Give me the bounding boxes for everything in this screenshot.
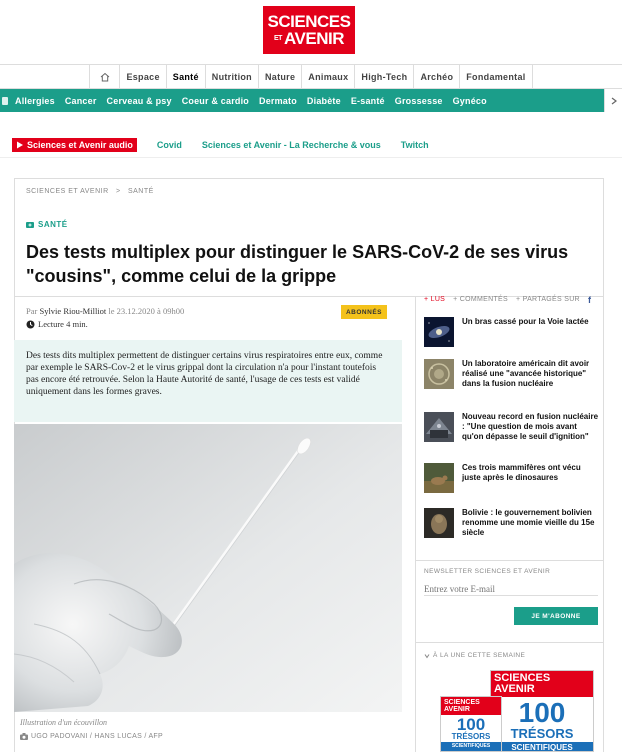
read-time-label: Lecture 4 min. [38, 319, 88, 329]
breadcrumb [26, 188, 154, 195]
read-time [26, 319, 88, 329]
audio-button[interactable] [12, 138, 137, 152]
subscribers-badge: ABONNÉS [341, 305, 387, 319]
tab-most-shared[interactable]: + PARTAGÉS SUR [516, 296, 580, 303]
subnav-cerveau-psy[interactable]: Cerveau & psy [106, 95, 172, 106]
mammal-thumbnail [424, 463, 454, 493]
article-lead: Des tests dits multiplex permettent de distinguer certains virus respiratoires entre eux, comme par exemple le SARS-Cov-2 et le virus grippal dont la circulation n'a pour l'instant toutefois pas encore été retrouvée. Selon la Haute Autorité de santé, l'usage de ces tests est validé uniquement dans les formes graves. [14, 340, 402, 422]
fusion-thumbnail [424, 412, 454, 442]
logo-avenir: AVENIR [284, 29, 344, 48]
tab-most-commented[interactable]: + COMMENTÉS [453, 296, 508, 303]
author-link[interactable]: Sylvie Riou-Milliot [39, 306, 107, 316]
column-divider [415, 296, 416, 752]
subnav-e-sante[interactable]: E-santé [350, 95, 385, 106]
health-icon [26, 221, 34, 229]
sidebar-item-title: Un laboratoire américain dit avoir réalisé une "avancée historique" dans la fusion nucléaire [462, 359, 590, 388]
mag-brand2: AVENIR [494, 683, 535, 695]
sidebar-item-2[interactable] [424, 412, 600, 442]
newsletter-email-input[interactable] [424, 582, 598, 596]
logo-line1: SCIENCES [267, 12, 351, 31]
nav-nature[interactable]: Nature [258, 65, 301, 88]
mag-small-brand: SCIENCES [444, 699, 480, 706]
breadcrumb-home[interactable]: SCIENCES ET AVENIR [26, 188, 109, 195]
sidebar-item-title: Nouveau record en fusion nucléaire : "Une question de mois avant qu'on dépasse le seuil d'ignition" [462, 412, 599, 441]
une-label-text: À LA UNE CETTE SEMAINE [433, 652, 526, 659]
photo-caption: Illustration d'un écouvillon [20, 718, 108, 727]
magazine-cover-tablet[interactable] [440, 696, 502, 752]
main-nav [0, 64, 622, 89]
article-rubric[interactable] [26, 220, 68, 229]
newsletter-subscribe-button[interactable]: JE M'ABONNE [514, 607, 598, 625]
sidebar-divider [416, 642, 604, 643]
subnav-gyneco[interactable]: Gynéco [452, 95, 487, 106]
nav-espace[interactable]: Espace [119, 65, 165, 88]
publish-date: le 23.12.2020 à 09h00 [108, 306, 185, 316]
nav-home[interactable] [89, 65, 119, 88]
mag-small-tresors: TRÉSORS [451, 732, 491, 741]
swab-illustration [14, 424, 402, 712]
nav-animaux[interactable]: Animaux [301, 65, 354, 88]
subnav-allergies[interactable]: Allergies [15, 95, 55, 106]
lab-thumbnail [424, 359, 454, 389]
subnav-dermato[interactable]: Dermato [259, 95, 297, 106]
sidebar-item-title: Bolivie : le gouvernement bolivien renomme une momie vieille du 15e siècle [462, 508, 595, 537]
sidebar-item-4[interactable] [424, 508, 600, 538]
tertiary-nav [0, 132, 622, 158]
nav-high-tech[interactable]: High-Tech [354, 65, 413, 88]
nav-nutrition[interactable]: Nutrition [205, 65, 258, 88]
sidebar-item-0[interactable] [424, 317, 600, 347]
facebook-icon[interactable]: f [588, 295, 591, 305]
breadcrumb-sep: > [116, 188, 121, 195]
mag-small-brand2: AVENIR [444, 706, 470, 713]
audio-label: Sciences et Avenir audio [27, 139, 133, 150]
sidebar-tabs [424, 296, 600, 303]
galaxy-thumbnail [424, 317, 454, 347]
home-icon [100, 72, 110, 82]
subnav-next-button[interactable] [604, 89, 622, 112]
article-photo [14, 424, 402, 712]
tab-most-read[interactable]: + LUS [424, 296, 446, 303]
credit-label: UGO PADOVANI / HANS LUCAS / AFP [31, 733, 163, 740]
nav-sante[interactable]: Santé [166, 65, 205, 88]
arrow-down-icon [424, 653, 430, 659]
newsletter-label: NEWSLETTER SCIENCES ET AVENIR [424, 568, 551, 575]
une-label [424, 652, 525, 659]
mag-tresors: TRÉSORS [510, 726, 574, 741]
subnav-grossesse[interactable]: Grossesse [394, 95, 443, 106]
clock-icon [26, 320, 35, 329]
sidebar-item-3[interactable] [424, 463, 600, 493]
magazine-cover-large[interactable] [490, 670, 594, 752]
sidebar-item-1[interactable] [424, 359, 600, 389]
link-covid[interactable]: Covid [156, 139, 182, 150]
sub-nav-icon [0, 89, 10, 112]
nav-fondamental[interactable]: Fondamental [459, 65, 532, 88]
sidebar-item-title: Un bras cassé pour la Voie lactée [462, 317, 589, 326]
camera-icon [20, 733, 28, 740]
link-recherche-vous[interactable]: Sciences et Avenir - La Recherche & vous [201, 139, 381, 150]
site-logo[interactable] [263, 6, 355, 54]
mag-small-scientifiques: SCIENTIFIQUES [441, 742, 501, 751]
logo-line2 [274, 30, 344, 47]
play-icon [16, 141, 24, 149]
subnav-coeur-cardio[interactable]: Coeur & cardio [181, 95, 249, 106]
sub-nav [0, 89, 622, 112]
mummy-thumbnail [424, 508, 454, 538]
by-label: Par [26, 306, 38, 316]
mag-brand: SCIENCES [494, 672, 551, 684]
breadcrumb-section[interactable]: SANTÉ [127, 188, 154, 195]
photo-credit [20, 733, 163, 740]
chevron-right-icon [611, 97, 617, 105]
mag-scientifiques: SCIENTIFIQUES [491, 742, 593, 752]
mag-small-number: 100 [456, 715, 486, 734]
sidebar-divider [416, 560, 604, 561]
sidebar-item-title: Ces trois mammifères ont vécu juste après le dinosaures [462, 463, 581, 482]
article-title: Des tests multiplex pour distinguer le SARS-CoV-2 de ses virus "cousins", comme celui de la grippe [26, 242, 569, 286]
link-twitch[interactable]: Twitch [400, 139, 429, 150]
byline [26, 306, 184, 316]
rubric-label: SANTÉ [38, 220, 68, 229]
subnav-cancer[interactable]: Cancer [64, 95, 97, 106]
logo-et: ET [274, 35, 282, 42]
subnav-diabete[interactable]: Diabète [306, 95, 341, 106]
nav-archeo[interactable]: Archéo [413, 65, 459, 88]
mag-number: 100 [518, 697, 566, 728]
